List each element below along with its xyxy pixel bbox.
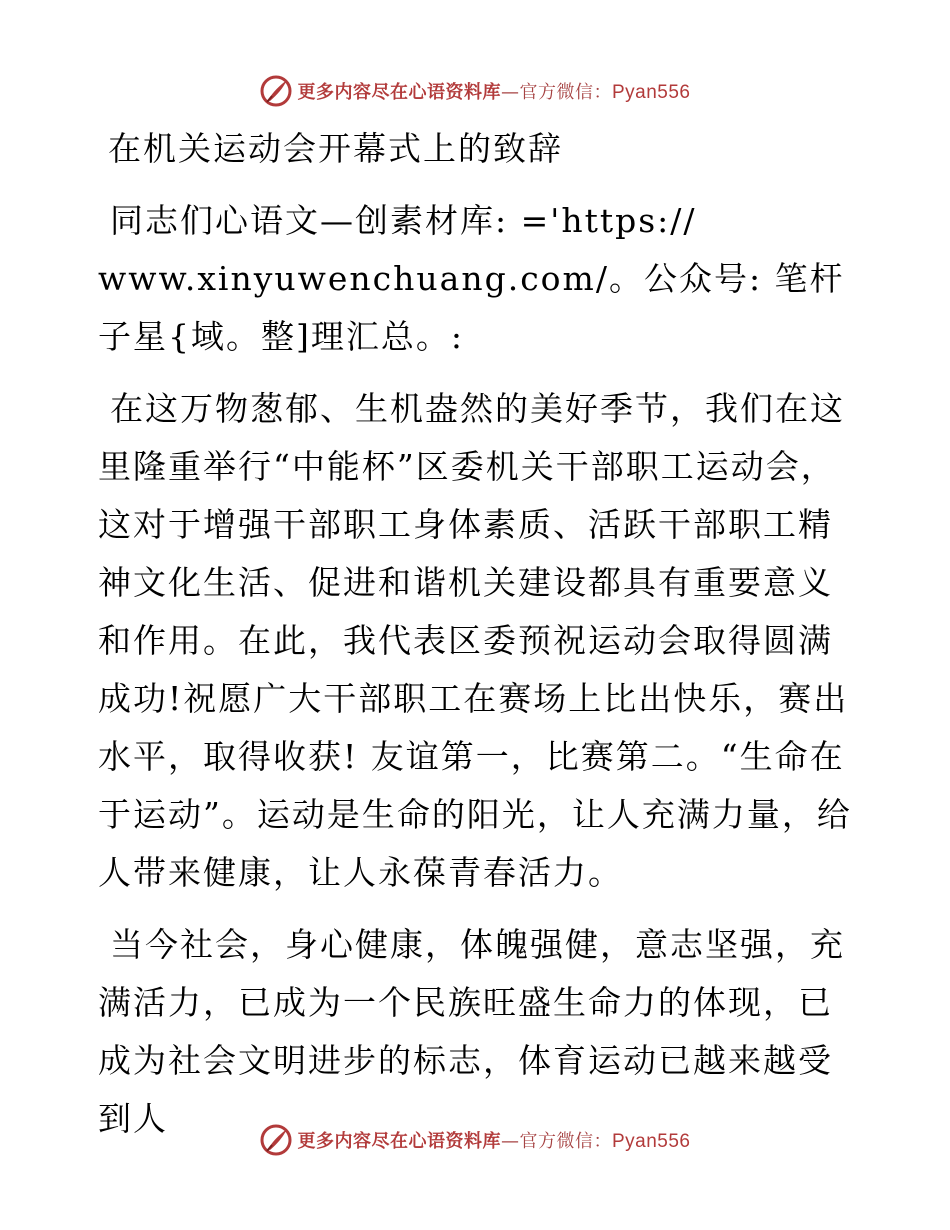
banner-lead: 更多内容尽在心语资料库 bbox=[297, 82, 501, 103]
footer-banner bbox=[0, 1120, 950, 1160]
header-banner bbox=[0, 71, 950, 111]
document-body bbox=[98, 120, 858, 1162]
banner-text bbox=[297, 1127, 690, 1153]
feather-pen-logo-icon bbox=[259, 74, 293, 108]
banner-wechat-id: Pyan556 bbox=[611, 1131, 691, 1152]
banner-wechat-label: —官方微信： bbox=[500, 82, 612, 103]
paragraph-1: 同志们心语文—创素材库: ='https:// www.xinyuwenchuang.com/。公众号: 笔杆子星{域。整]理汇总。: bbox=[98, 201, 845, 356]
feather-pen-logo-icon bbox=[259, 1123, 293, 1157]
document-title: 在机关运动会开幕式上的致辞 bbox=[108, 129, 563, 168]
banner-text bbox=[297, 78, 690, 104]
paragraph-3: 当今社会，身心健康，体魄强健，意志坚强，充满活力，已成为一个民族旺盛生命力的体现，已成为社会文明进步的标志，体育运动已越来越受到人 bbox=[98, 925, 845, 1138]
banner-wechat-label: —官方微信： bbox=[500, 1131, 612, 1152]
banner-wechat-id: Pyan556 bbox=[611, 82, 691, 103]
paragraph-2: 在这万物葱郁、生机盎然的美好季节，我们在这里隆重举行“中能杯”区委机关干部职工运动会，这对于增强干部职工身体素质、活跃干部职工精神文化生活、促进和谐机关建设都具有重要意义和作用。在此，我代表区委预祝运动会取得圆满成功!祝愿广大干部职工在赛场上比出快乐，赛出水平，取得收获! 友谊第一，比赛第二。“生命在于运动”。运动是生命的阳光，让人充满力量，给人带来健康，让人永葆青春活力。 bbox=[98, 389, 852, 892]
banner-lead: 更多内容尽在心语资料库 bbox=[297, 1131, 501, 1152]
